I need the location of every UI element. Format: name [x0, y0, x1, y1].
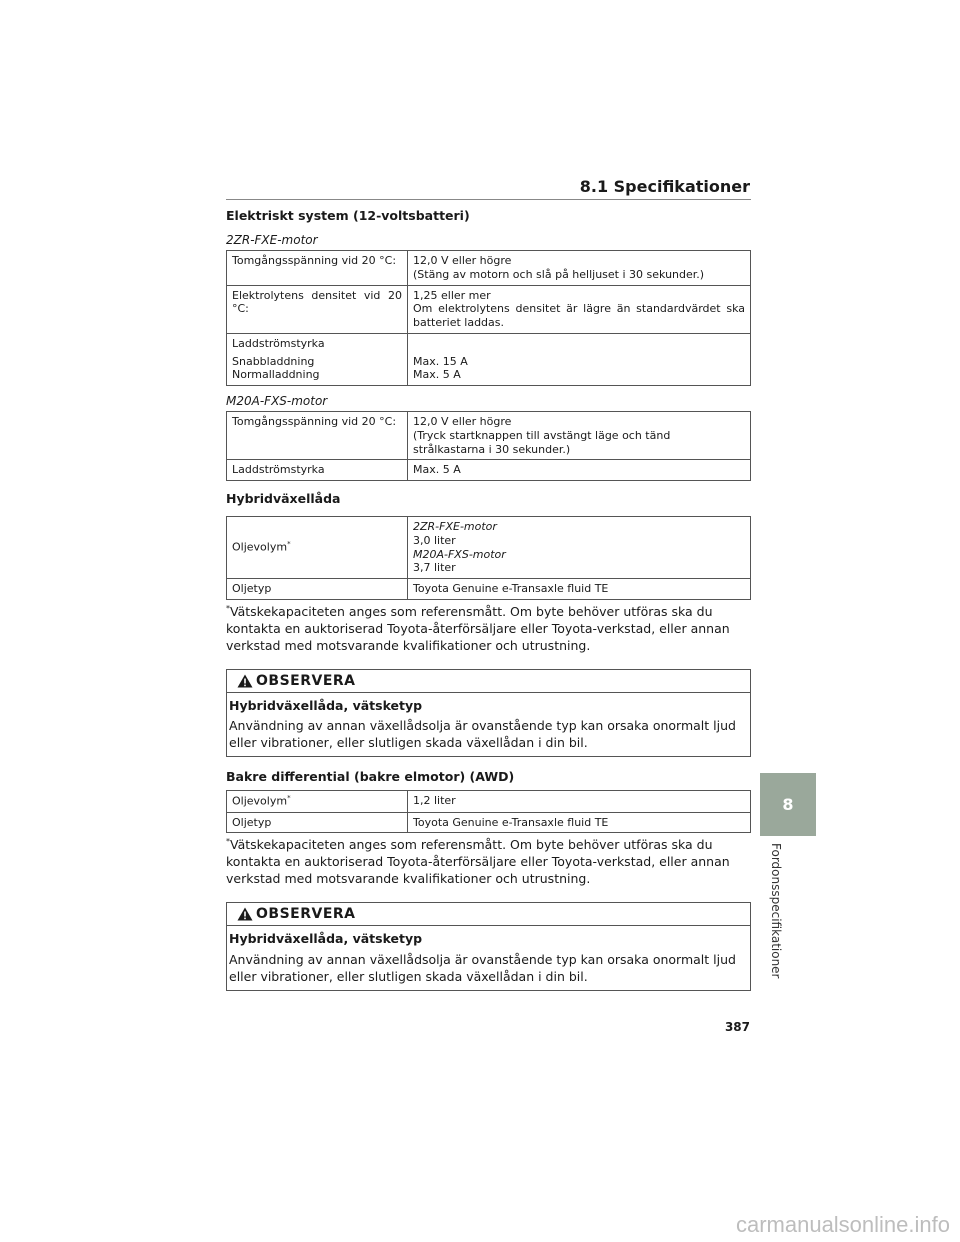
spec-key-line: Snabbladdning [232, 354, 315, 368]
footnote-marker: * [226, 837, 230, 847]
spec-value: 1,2 liter [408, 791, 751, 812]
spec-key-text: Oljevolym [232, 540, 288, 554]
section-heading-electrical: Elektriskt system (12-voltsbatteri) [226, 208, 470, 223]
warning-icon [237, 907, 253, 921]
spec-value: Toyota Genuine e-Transaxle fluid TE [408, 579, 751, 600]
table-row [227, 285, 751, 333]
table-row [227, 460, 751, 481]
caution-body [227, 693, 750, 757]
spec-value [408, 333, 751, 385]
warning-icon [237, 674, 253, 688]
page-number: 387 [724, 1020, 750, 1034]
spec-value: Toyota Genuine e-Transaxle fluid TE [408, 812, 751, 833]
spec-table-hybrid [226, 516, 751, 600]
spec-value-line: Max. 15 A [413, 354, 468, 368]
spec-value-line: 12,0 V eller högre [413, 254, 512, 267]
spec-value-line: 3,0 liter [413, 533, 456, 547]
caution-title: Hybridväxellåda, vätsketyp [229, 697, 423, 713]
caution-header [227, 670, 750, 693]
spec-key-text: Oljevolym [232, 794, 288, 808]
caution-text: Användning av annan växellådsolja är ovanstående typ kan orsaka onormalt ljud eller vibrationer, eller slutligen skada växellådan i din bil. [229, 718, 736, 751]
spec-value-line: Max. 5 A [413, 368, 461, 382]
spec-table-m20a [226, 411, 751, 481]
spec-key: Oljetyp [227, 812, 408, 833]
table-row [227, 251, 751, 286]
footnote-marker: * [287, 540, 291, 549]
engine-label: M20A-FXS-motor [413, 547, 506, 561]
page-header-title: 8.1 Specifikationer [579, 177, 750, 196]
spec-key: Elektrolytens densitet vid 20 °C: [227, 285, 408, 333]
table-row [227, 517, 751, 579]
header-divider [226, 199, 751, 200]
engine-label: 2ZR-FXE-motor [226, 233, 318, 247]
footnote-marker: * [226, 603, 230, 613]
spec-key: Tomgångsspänning vid 20 °C: [227, 412, 408, 460]
section-heading-rear-diff: Bakre differential (bakre elmotor) (AWD) [226, 769, 515, 785]
spec-value-line: 1,25 eller mer [413, 288, 491, 302]
caution-label: OBSERVERA [256, 906, 356, 923]
spec-table-rear-diff [226, 790, 751, 833]
spec-value [408, 251, 751, 286]
spec-key-line: Laddströmstyrka [232, 336, 325, 350]
caution-body [227, 926, 750, 990]
caution-text: Användning av annan växellådsolja är ovanstående typ kan orsaka onormalt ljud eller vibrationer, eller slutligen skada växellådan i din bil. [229, 951, 736, 984]
spec-table-2zr [226, 250, 751, 386]
table-row [227, 579, 751, 600]
footnote [226, 604, 751, 655]
spec-value [408, 285, 751, 333]
caution-header [227, 903, 750, 926]
engine-label: 2ZR-FXE-motor [413, 520, 497, 533]
spec-value-line: (Stäng av motorn och slå på helljuset i 30 sekunder.) [413, 267, 705, 281]
spec-value-line: Om elektrolytens densitet är lägre än standardvärdet ska batteriet laddas. [413, 302, 745, 329]
spec-value-line: (Tryck startknappen till avstängt läge och tänd strålkastarna i 30 sekunder.) [413, 428, 671, 456]
chapter-tab-label: Fordonsspecifikationer [769, 843, 783, 979]
watermark: carmanualsonline.info [735, 1212, 950, 1237]
spec-key: Laddströmstyrka [227, 460, 408, 481]
spec-value-line: 3,7 liter [413, 561, 456, 575]
footnote-text: Vätskekapaciteten anges som referensmått. Om byte behöver utföras ska du kontakta en auktoriserad Toyota-återförsäljare eller Toyota-verkstad, eller annan verkstad med motsvarande kvalifikationer och utrustning. [226, 603, 730, 653]
spec-value-line: 12,0 V eller högre [413, 415, 512, 428]
spec-value: Max. 5 A [408, 460, 751, 481]
caution-label: OBSERVERA [256, 672, 356, 689]
table-row [227, 412, 751, 460]
chapter-tab[interactable]: 8 [760, 773, 816, 836]
footnote-text: Vätskekapaciteten anges som referensmått. Om byte behöver utföras ska du kontakta en auktoriserad Toyota-återförsäljare eller Toyota-verkstad, eller annan verkstad med motsvarande kvalifikationer och utrustning. [226, 837, 730, 887]
page-content [226, 208, 751, 1003]
spec-value [408, 517, 751, 579]
spec-key: Oljetyp [227, 579, 408, 600]
spec-key: Tomgångsspänning vid 20 °C: [227, 251, 408, 286]
table-row [227, 791, 751, 812]
table-row [227, 333, 751, 385]
table-row [227, 812, 751, 833]
footnote-marker: * [287, 794, 291, 803]
footnote [226, 837, 751, 888]
caution-box [226, 902, 751, 991]
spec-key [227, 517, 408, 579]
spec-key [227, 333, 408, 385]
spec-key-line: Normalladdning [232, 368, 320, 382]
section-heading-hybrid: Hybridväxellåda [226, 491, 341, 506]
caution-box [226, 669, 751, 758]
spec-key [227, 791, 408, 812]
spec-value [408, 412, 751, 460]
engine-label: M20A-FXS-motor [226, 394, 328, 408]
caution-title: Hybridväxellåda, vätsketyp [229, 931, 423, 947]
